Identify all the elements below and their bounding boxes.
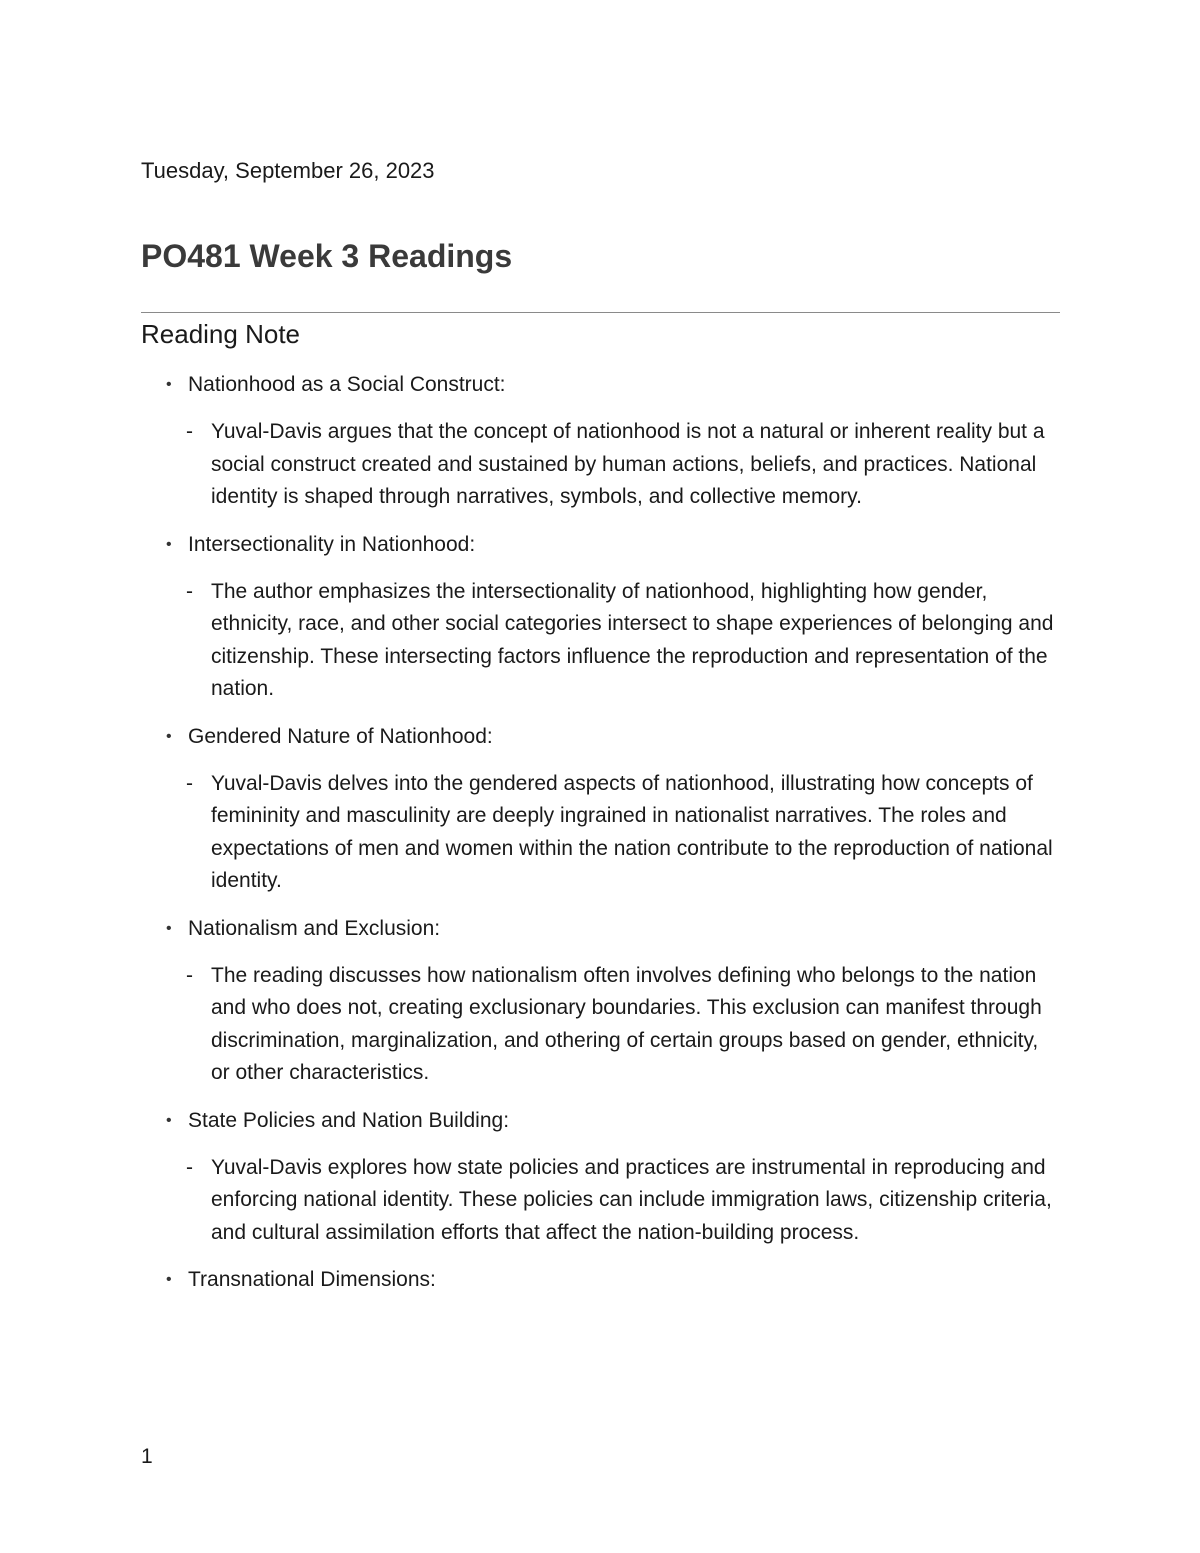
topic-line bbox=[141, 720, 1060, 753]
section-heading: Reading Note bbox=[141, 319, 300, 349]
topic-detail-text: Yuval-Davis delves into the gendered aspects of nationhood, illustrating how concepts of femininity and masculinity are deeply ingrained in nationalist narratives. The roles and expectations of men and women within the nation contribute to the reproduction of national identity. bbox=[211, 771, 1053, 892]
note-topic bbox=[141, 1104, 1060, 1250]
topic-detail-text: The reading discusses how nationalism often involves defining who belongs to the nation and who does not, creating exclusionary boundaries. This exclusion can manifest through discrimination, marginalization, and othering of certain groups based on gender, ethnicity, or other characteristics. bbox=[211, 963, 1042, 1084]
bullet-icon: • bbox=[166, 1111, 172, 1129]
note-topic bbox=[141, 1263, 1060, 1296]
bullet-icon: • bbox=[166, 727, 172, 745]
dash-icon: - bbox=[186, 420, 193, 443]
bullet-icon: • bbox=[166, 376, 172, 393]
topic-label: State Policies and Nation Building: bbox=[188, 1108, 510, 1132]
bullet-icon: • bbox=[166, 919, 172, 937]
topic-detail-text: Yuval-Davis explores how state policies and practices are instrumental in reproducing and enforcing national identity. These policies can include immigration laws, citizenship criteria, and cultural assimilation efforts that affect the nation-building process. bbox=[211, 1155, 1052, 1244]
title-divider bbox=[141, 312, 1060, 313]
bullet-icon: • bbox=[166, 1271, 172, 1288]
topic-line bbox=[141, 368, 1060, 401]
topic-line bbox=[141, 912, 1060, 945]
note-topic bbox=[141, 368, 1060, 514]
topic-label: Nationalism and Exclusion: bbox=[188, 916, 441, 940]
topic-detail-text: Yuval-Davis argues that the concept of nationhood is not a natural or inherent reality but a social construct created and sustained by human actions, beliefs, and practices. National identity is shaped through narratives, symbols, and collective memory. bbox=[211, 420, 1045, 508]
topic-label: Transnational Dimensions: bbox=[188, 1268, 436, 1291]
topic-line bbox=[141, 1104, 1060, 1137]
bullet-icon: • bbox=[166, 535, 172, 553]
topic-detail bbox=[141, 1152, 1060, 1250]
topic-line bbox=[141, 1263, 1060, 1296]
dash-icon: - bbox=[186, 1155, 193, 1179]
dash-icon: - bbox=[186, 579, 193, 603]
document-date: Tuesday, September 26, 2023 bbox=[141, 158, 435, 183]
note-topic bbox=[141, 528, 1060, 706]
topic-detail bbox=[141, 576, 1060, 706]
topic-detail bbox=[141, 416, 1060, 514]
document-title: PO481 Week 3 Readings bbox=[141, 238, 513, 274]
dash-icon: - bbox=[186, 771, 193, 795]
reading-notes-list bbox=[141, 368, 1060, 1310]
topic-detail bbox=[141, 768, 1060, 898]
page-number: 1 bbox=[141, 1445, 153, 1468]
dash-icon: - bbox=[186, 963, 193, 987]
note-topic bbox=[141, 912, 1060, 1090]
topic-label: Nationhood as a Social Construct: bbox=[188, 373, 506, 396]
topic-detail-text: The author emphasizes the intersectionality of nationhood, highlighting how gender, ethnicity, race, and other social categories intersect to shape experiences of belonging and citizenship. These intersecting factors influence the reproduction and representation of the nation. bbox=[211, 579, 1054, 700]
note-topic bbox=[141, 720, 1060, 898]
topic-detail bbox=[141, 960, 1060, 1090]
topic-line bbox=[141, 528, 1060, 561]
topic-label: Intersectionality in Nationhood: bbox=[188, 532, 476, 556]
topic-label: Gendered Nature of Nationhood: bbox=[188, 724, 493, 748]
